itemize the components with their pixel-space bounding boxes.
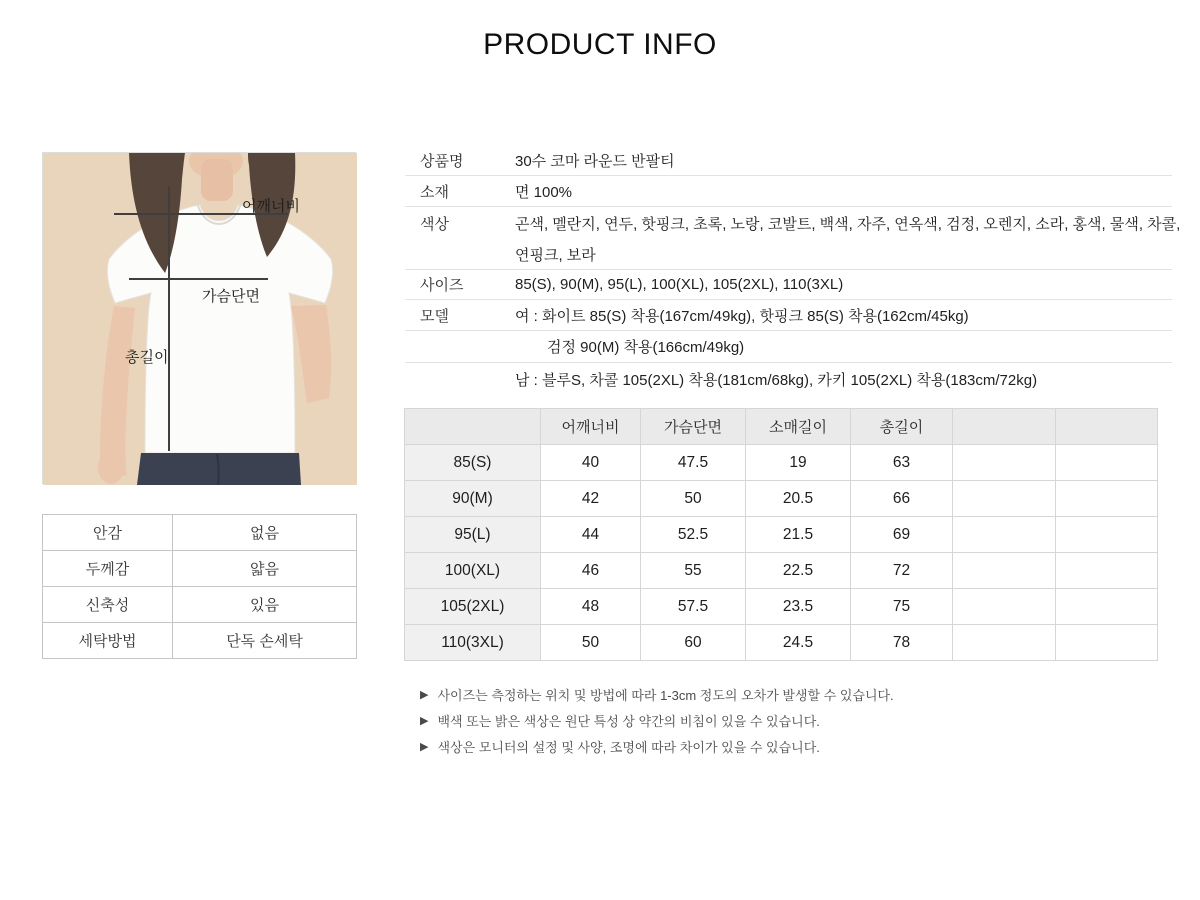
detail-value: 연핑크, 보라 <box>515 246 596 264</box>
note-text: 백색 또는 밝은 색상은 원단 특성 상 약간의 비침이 있을 수 있습니다. <box>437 713 820 729</box>
size-col-header-shoulder: 어깨너비 <box>541 409 641 445</box>
size-value-cell: 69 <box>851 517 953 553</box>
size-empty-cell <box>1056 553 1158 589</box>
model-left-hand <box>98 450 124 484</box>
size-value-cell: 19 <box>746 445 851 481</box>
size-value-cell: 47.5 <box>641 445 746 481</box>
size-row-header: 90(M) <box>405 481 541 517</box>
size-table-header-row <box>405 409 1158 445</box>
size-value-cell: 22.5 <box>746 553 851 589</box>
measure-label-chest: 가슴단면 <box>202 288 260 305</box>
size-col-header-empty <box>405 409 541 445</box>
note-bullet-icon: ▶ <box>420 688 429 701</box>
size-value-cell: 52.5 <box>641 517 746 553</box>
note-item <box>420 707 894 733</box>
size-table-row <box>405 481 1158 517</box>
size-table-row <box>405 445 1158 481</box>
size-empty-cell <box>953 517 1056 553</box>
care-label-cell: 신축성 <box>43 587 173 623</box>
size-value-cell: 23.5 <box>746 589 851 625</box>
detail-value: 면 100% <box>515 183 573 201</box>
measure-label-length: 총길이 <box>125 349 169 366</box>
size-value-cell: 50 <box>541 625 641 661</box>
size-value-cell: 44 <box>541 517 641 553</box>
size-empty-cell <box>953 445 1056 481</box>
size-value-cell: 63 <box>851 445 953 481</box>
size-table-row <box>405 625 1158 661</box>
size-empty-cell <box>953 589 1056 625</box>
size-table-row <box>405 589 1158 625</box>
product-photo <box>42 152 356 484</box>
care-row <box>43 587 357 623</box>
detail-row-product-name <box>405 145 1172 176</box>
size-table <box>404 408 1158 661</box>
size-empty-cell <box>953 625 1056 661</box>
detail-label: 색상 <box>420 215 449 233</box>
detail-value: 85(S), 90(M), 95(L), 100(XL), 105(2XL), 110(3XL) <box>515 276 844 293</box>
detail-row-model-female <box>405 300 1172 331</box>
detail-value: 남 : 블루S, 차콜 105(2XL) 착용(181cm/68kg), 카키 105(2XL) 착용(183cm/72kg) <box>515 371 1038 389</box>
size-col-header-sleeve: 소매길이 <box>746 409 851 445</box>
detail-label: 모델 <box>420 307 449 325</box>
detail-value: 곤색, 멜란지, 연두, 핫핑크, 초록, 노랑, 코발트, 백색, 자주, 연옥색, 검정, 오렌지, 소라, 홍색, 물색, 차콜, <box>515 215 1181 233</box>
care-value-cell: 없음 <box>173 515 357 551</box>
care-row <box>43 551 357 587</box>
size-value-cell: 72 <box>851 553 953 589</box>
notes <box>420 681 894 759</box>
detail-row-colors-line2 <box>405 239 1172 270</box>
size-value-cell: 48 <box>541 589 641 625</box>
size-empty-cell <box>1056 589 1158 625</box>
size-row-header: 105(2XL) <box>405 589 541 625</box>
note-item <box>420 681 894 707</box>
size-row-header: 95(L) <box>405 517 541 553</box>
size-empty-cell <box>1056 517 1158 553</box>
detail-label: 소재 <box>420 183 449 201</box>
size-value-cell: 60 <box>641 625 746 661</box>
detail-label: 상품명 <box>420 152 464 170</box>
model-tshirt-illustration <box>43 153 357 485</box>
product-details-list <box>405 145 1181 395</box>
care-label-cell: 두께감 <box>43 551 173 587</box>
size-value-cell: 42 <box>541 481 641 517</box>
detail-value: 여 : 화이트 85(S) 착용(167cm/49kg), 핫핑크 85(S) 착용(162cm/45kg) <box>515 307 969 325</box>
detail-row-colors-line1 <box>405 207 1181 239</box>
size-empty-cell <box>1056 445 1158 481</box>
note-text: 사이즈는 측정하는 위치 및 방법에 따라 1-3cm 정도의 오차가 발생할 수 있습니다. <box>437 687 894 703</box>
size-value-cell: 66 <box>851 481 953 517</box>
size-value-cell: 57.5 <box>641 589 746 625</box>
size-col-header-empty <box>1056 409 1158 445</box>
size-row-header: 100(XL) <box>405 553 541 589</box>
size-col-header-chest: 가슴단면 <box>641 409 746 445</box>
detail-value: 30수 코마 라운드 반팔티 <box>515 152 675 170</box>
size-table-row <box>405 517 1158 553</box>
size-table-row <box>405 553 1158 589</box>
size-col-header-empty <box>953 409 1056 445</box>
size-row-header: 85(S) <box>405 445 541 481</box>
size-value-cell: 75 <box>851 589 953 625</box>
size-value-cell: 40 <box>541 445 641 481</box>
size-value-cell: 55 <box>641 553 746 589</box>
detail-row-material <box>405 176 1172 207</box>
model-neck <box>201 159 233 201</box>
detail-value: 검정 90(M) 착용(166cm/49kg) <box>547 339 745 356</box>
measure-label-shoulder: 어깨너비 <box>242 198 300 215</box>
care-label-cell: 안감 <box>43 515 173 551</box>
note-text: 색상은 모니터의 설정 및 사양, 조명에 따라 차이가 있을 수 있습니다. <box>437 739 820 755</box>
size-empty-cell <box>953 481 1056 517</box>
size-empty-cell <box>1056 625 1158 661</box>
care-label-cell: 세탁방법 <box>43 623 173 659</box>
page-title: PRODUCT INFO <box>483 28 717 61</box>
note-bullet-icon: ▶ <box>420 714 429 727</box>
size-value-cell: 24.5 <box>746 625 851 661</box>
detail-row-model-female2 <box>405 331 1172 363</box>
size-value-cell: 20.5 <box>746 481 851 517</box>
size-value-cell: 21.5 <box>746 517 851 553</box>
size-value-cell: 46 <box>541 553 641 589</box>
care-value-cell: 있음 <box>173 587 357 623</box>
detail-row-model-male <box>405 363 1172 395</box>
care-value-cell: 얇음 <box>173 551 357 587</box>
care-row <box>43 515 357 551</box>
size-empty-cell <box>1056 481 1158 517</box>
note-bullet-icon: ▶ <box>420 740 429 753</box>
detail-row-sizes <box>405 270 1172 300</box>
detail-label: 사이즈 <box>420 277 464 294</box>
care-row <box>43 623 357 659</box>
size-col-header-length: 총길이 <box>851 409 953 445</box>
size-value-cell: 50 <box>641 481 746 517</box>
size-row-header: 110(3XL) <box>405 625 541 661</box>
size-value-cell: 78 <box>851 625 953 661</box>
size-empty-cell <box>953 553 1056 589</box>
note-item <box>420 733 894 759</box>
care-value-cell: 단독 손세탁 <box>173 623 357 659</box>
care-table <box>42 514 357 659</box>
